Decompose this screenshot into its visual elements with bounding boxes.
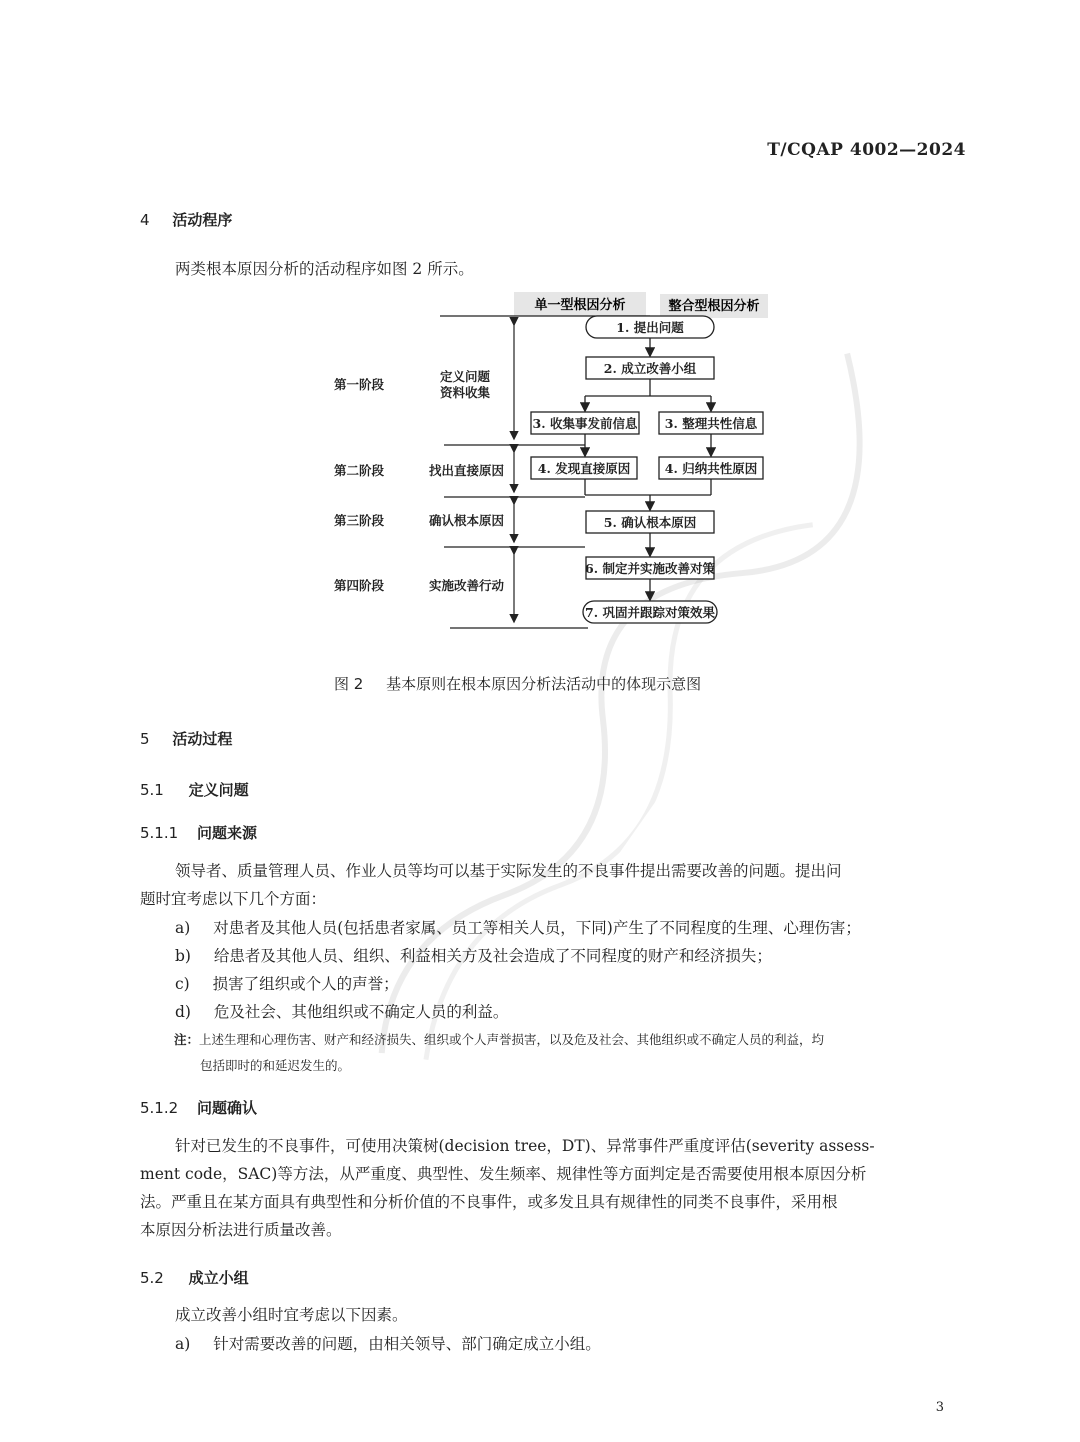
box-4a-label: 4. 发现直接原因 xyxy=(537,461,631,476)
list-item-label: d) xyxy=(175,1003,191,1021)
box-6-label: 6. 制定并实施改善对策 xyxy=(585,561,715,576)
section-number: 5.1 xyxy=(140,781,164,799)
stage-2-name: 第二阶段 xyxy=(334,463,385,478)
section-4-intro: 两类根本原因分析的活动程序如图 2 所示。 xyxy=(175,260,474,278)
section-title: 问题确认 xyxy=(196,1099,257,1117)
section-title: 问题来源 xyxy=(196,824,257,842)
note-label: 注： xyxy=(174,1032,200,1047)
stage-4-task: 实施改善行动 xyxy=(429,578,505,593)
stage-3-name: 第三阶段 xyxy=(334,513,385,528)
list-item-label: c) xyxy=(175,975,190,993)
list-item-label: a) xyxy=(175,919,191,937)
figure-2-caption xyxy=(334,673,701,694)
note-text: 上述生理和心理伤害、财产和经济损失、组织或个人声誉损害，以及危及社会、其他组织或不确定人员的利益，均 xyxy=(199,1032,825,1047)
list-item-text: 针对需要改善的问题，由相关领导、部门确定成立小组。 xyxy=(213,1335,601,1353)
section-number: 5.1.1 xyxy=(140,824,179,842)
stage-2-task: 找出直接原因 xyxy=(429,463,505,478)
list-item-text: 危及社会、其他组织或不确定人员的利益。 xyxy=(213,1003,509,1021)
para-5-1-2-line2: ment code，SAC)等方法，从严重度、典型性、发生频率、规律性等方面判定是否需要使用根本原因分析 xyxy=(140,1165,867,1183)
section-number: 5.2 xyxy=(140,1269,164,1287)
list-item-label: b) xyxy=(175,947,191,965)
note-line2: 包括即时的和延迟发生的。 xyxy=(200,1058,351,1073)
list-item-c xyxy=(175,971,399,997)
para-5-2-intro: 成立改善小组时宜考虑以下因素。 xyxy=(175,1306,408,1324)
section-4-heading xyxy=(140,209,232,230)
list-item-text: 给患者及其他人员、组织、利益相关方及社会造成了不同程度的财产和经济损失； xyxy=(213,947,772,965)
stage-1-task-line1: 定义问题 xyxy=(440,369,491,384)
section-title: 活动过程 xyxy=(172,730,233,748)
section-number: 5 xyxy=(140,730,150,748)
para-5-1-1-line2: 题时宜考虑以下几个方面： xyxy=(140,890,327,908)
list-item-label: a) xyxy=(175,1335,191,1353)
section-5-1-heading xyxy=(140,779,249,800)
standard-code: T/CQAP 4002—2024 xyxy=(767,140,966,160)
list-item-text: 对患者及其他人员(包括患者家属、员工等相关人员，下同)产生了不同程度的生理、心理伤害； xyxy=(213,919,861,937)
section-number: 5.1.2 xyxy=(140,1099,179,1117)
section-5-heading xyxy=(140,728,232,749)
section-5-1-1-heading xyxy=(140,822,257,843)
para-5-1-2-line1: 针对已发生的不良事件，可使用决策树(decision tree，DT)、异常事件严重度评估(severity assess- xyxy=(175,1137,875,1155)
section-number: 4 xyxy=(140,211,150,229)
section-title: 成立小组 xyxy=(188,1269,249,1287)
list-item-d xyxy=(175,999,508,1025)
box-2-label: 2. 成立改善小组 xyxy=(603,361,697,376)
col-integrated-header: 整合型根因分析 xyxy=(668,299,760,314)
section-5-2-heading xyxy=(140,1267,249,1288)
col-single-header: 单一型根因分析 xyxy=(534,298,626,313)
page-number: 3 xyxy=(935,1400,944,1415)
stage-1-task-line2: 资料收集 xyxy=(440,385,491,400)
stage-4-name: 第四阶段 xyxy=(334,578,385,593)
figure-caption-text: 基本原则在根本原因分析法活动中的体现示意图 xyxy=(386,675,702,693)
box-3a-label: 3. 收集事发前信息 xyxy=(532,416,638,431)
section-5-1-2-heading xyxy=(140,1097,257,1118)
para-5-1-2-line4: 本原因分析法进行质量改善。 xyxy=(140,1221,342,1239)
section-title: 定义问题 xyxy=(188,781,249,799)
box-3b-label: 3. 整理共性信息 xyxy=(664,416,758,431)
list-item-b xyxy=(175,943,772,969)
para-5-1-2-line3: 法。严重且在某方面具有典型性和分析价值的不良事件，或多发且具有规律性的同类不良事件，采用根 xyxy=(140,1193,838,1211)
figure-caption-number: 图 2 xyxy=(334,675,364,693)
list-item-5-2-a xyxy=(175,1331,601,1357)
box-7-label: 7. 巩固并跟踪对策效果 xyxy=(585,605,715,620)
para-5-1-1-line1: 领导者、质量管理人员、作业人员等均可以基于实际发生的不良事件提出需要改善的问题。提出问 xyxy=(175,862,842,880)
stage-3-task: 确认根本原因 xyxy=(429,513,505,528)
section-title: 活动程序 xyxy=(172,211,233,229)
box-5-label: 5. 确认根本原因 xyxy=(603,515,697,530)
list-item-text: 损害了组织或个人的声誉； xyxy=(212,975,399,993)
list-item-a xyxy=(175,915,861,941)
stage-1-name: 第一阶段 xyxy=(334,377,385,392)
note-line1 xyxy=(174,1030,824,1048)
box-4b-label: 4. 归纳共性原因 xyxy=(664,461,758,476)
box-1-label: 1. 提出问题 xyxy=(616,320,684,335)
